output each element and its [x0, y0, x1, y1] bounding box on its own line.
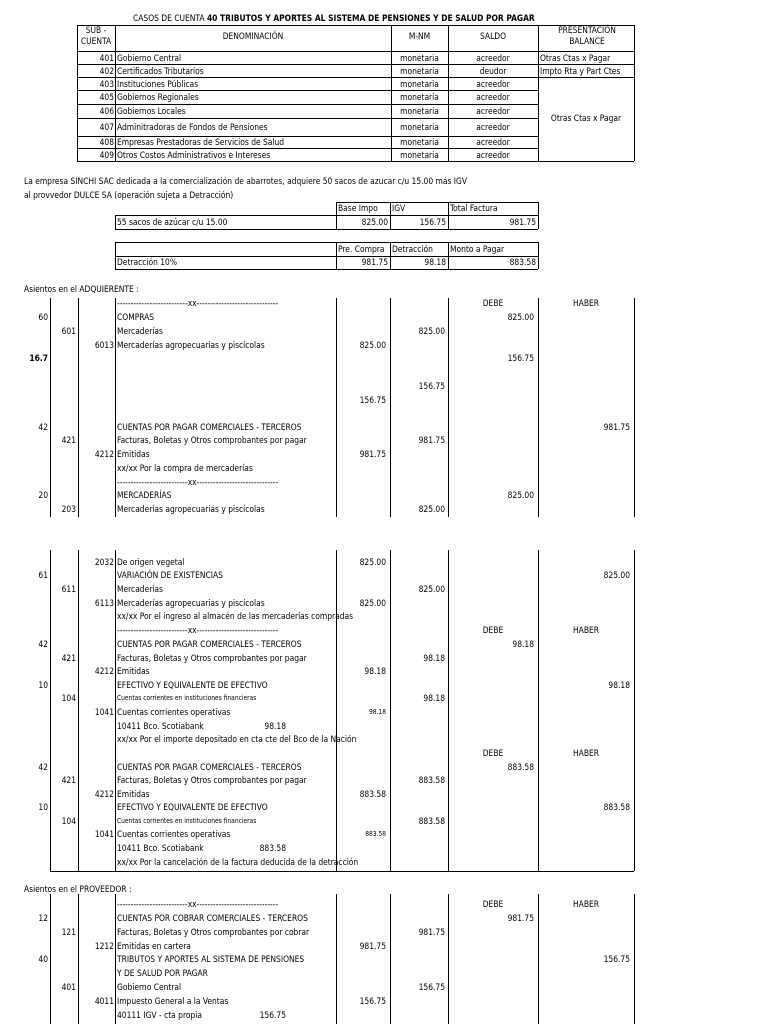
account-code: 61	[38, 570, 48, 580]
grid-line	[634, 550, 635, 871]
entry-description: CUENTAS POR PAGAR COMERCIALES - TERCEROS	[117, 762, 302, 772]
amount-col2: 156.75	[418, 381, 445, 391]
divisionary-code: 4212	[94, 449, 114, 459]
divisionary-code: 6113	[94, 598, 114, 608]
amount-col1: 156.75	[359, 395, 386, 405]
entry-description: Mercaderías	[117, 584, 163, 594]
subaccount-code: 406	[99, 106, 114, 116]
document-title	[133, 13, 535, 24]
entry-description: Cuentas corrientes operativas	[117, 829, 231, 839]
subaccount-presentacion: Impto Rta y Part Ctes	[540, 65, 621, 76]
detraction-label: Detracción 10%	[117, 257, 178, 267]
saldo-header: SALDO	[479, 31, 507, 41]
debe-amount: 98.18	[512, 639, 534, 649]
subaccount-saldo: acreedor	[476, 122, 510, 132]
title-prefix: CASOS DE CUENTA	[133, 13, 207, 23]
entry-description: xx/xx Por la cancelación de la factura deducida de la detracción	[117, 857, 359, 867]
account-code-bold: 16.7	[29, 353, 48, 363]
subaccount-name: Certificados Tributarios	[117, 65, 204, 76]
account-code: 42	[38, 422, 48, 432]
description-line-1: La empresa SINCHI SAC dedicada a la comercialización de abarrotes, adquiere 50 sacos de azucar c/u 15.00 más IGV	[24, 176, 467, 186]
grid-line	[634, 25, 635, 161]
grid-line	[538, 161, 634, 162]
divisionary-code: 1041	[94, 829, 114, 839]
grid-line	[115, 242, 538, 243]
subaccount-header: SUB - CUENTA	[80, 25, 112, 46]
subaccount-mnm: monetaria	[400, 149, 439, 160]
inline-amount: 883.58	[259, 843, 286, 853]
account-code: 10	[38, 802, 48, 812]
entry-description: COMPRAS	[117, 312, 155, 322]
subaccount-code: 403	[99, 78, 114, 89]
amount-col1: 981.75	[359, 941, 386, 951]
account-code: 60	[38, 312, 48, 322]
grid-line	[115, 25, 116, 161]
subaccount-saldo: acreedor	[476, 52, 510, 63]
entry-description: Facturas, Boletas y Otros comprobantes por cobrar	[117, 927, 310, 937]
subaccount-name: Empresas Prestadoras de Servicios de Salud	[117, 137, 285, 147]
amount-col1: 825.00	[359, 557, 386, 567]
presentacion-header: PRESENTACIÓN BALANCE	[558, 25, 616, 46]
entry-description: Emitidas	[117, 666, 150, 676]
account-code: 40	[38, 954, 48, 964]
haber-amount: 981.75	[603, 422, 630, 432]
account-code: 12	[38, 913, 48, 923]
mnm-header: M-NM	[408, 31, 431, 41]
entry-description: Mercaderías	[117, 326, 163, 336]
subaccount-code: 409	[99, 149, 114, 160]
amount-col1-small: 98.18	[369, 708, 386, 716]
detraction-header-detraccion: Detracción	[392, 244, 433, 254]
entry-description: TRIBUTOS Y APORTES AL SISTEMA DE PENSIONES	[117, 954, 305, 964]
section-proveedor: Asientos en el PROVEEDOR :	[24, 884, 132, 894]
detraction-detraccion: 98.18	[424, 257, 446, 267]
subaccount-code: 203	[61, 504, 76, 514]
entry-description: --------------------------xx------------------------------	[117, 298, 279, 308]
amount-col1: 156.75	[359, 996, 386, 1006]
grid-line	[538, 25, 539, 161]
entry-description: Emitidas	[117, 789, 150, 799]
subaccount-saldo: acreedor	[476, 92, 510, 102]
invoice-igv: 156.75	[419, 217, 446, 227]
amount-col2: 883.58	[418, 816, 445, 826]
subaccount-code: 408	[99, 137, 114, 147]
subaccount-presentacion: Otras Ctas x Pagar	[540, 52, 611, 63]
grid-line	[538, 298, 539, 517]
grid-line	[448, 550, 449, 871]
detraction-monto: 883.58	[509, 257, 536, 267]
subaccount-saldo: acreedor	[476, 106, 510, 116]
subaccount-name: Gobiernos Locales	[117, 106, 186, 116]
inline-amount: 156.75	[259, 1010, 286, 1020]
amount-col2: 825.00	[418, 584, 445, 594]
invoice-total: 981.75	[509, 217, 536, 227]
subaccount-saldo: acreedor	[476, 137, 510, 147]
grid-line	[115, 215, 538, 216]
merged-presentacion: Otras Ctas x Pagar	[550, 113, 622, 123]
entry-description: EFECTIVO Y EQUIVALENTE DE EFECTIVO	[117, 802, 268, 812]
entry-description: Cuentas corrientes operativas	[117, 707, 231, 717]
amount-col2: 156.75	[418, 982, 445, 992]
detraction-header-monto: Monto a Pagar	[450, 244, 505, 254]
divisionary-code: 6013	[94, 340, 114, 350]
subaccount-code: 421	[61, 775, 76, 785]
subaccount-code: 407	[99, 122, 114, 132]
entry-description: --------------------------xx------------------------------	[117, 899, 279, 909]
haber-amount: 156.75	[603, 954, 630, 964]
subaccount-code: 401	[61, 982, 76, 992]
account-code: 20	[38, 490, 48, 500]
account-code: 42	[38, 762, 48, 772]
debe-amount: 825.00	[507, 490, 534, 500]
grid-line	[115, 269, 538, 270]
entry-description: --------------------------xx------------------------------	[117, 477, 279, 487]
section-adquiriente: Asientos en el ADQUIERENTE :	[24, 284, 139, 294]
subaccount-mnm: monetaria	[400, 137, 439, 147]
subaccount-name: Gobierno Central	[117, 52, 182, 63]
amount-col2: 825.00	[418, 326, 445, 336]
subaccount-code: 421	[61, 653, 76, 663]
title-bold: 40 TRIBUTOS Y APORTES AL SISTEMA DE PENSIONES Y DE SALUD POR PAGAR	[206, 13, 535, 23]
entry-description: xx/xx Por el importe depositado en cta cte del Bco de la Nación	[117, 734, 357, 744]
entry-description: Gobierno Central	[117, 982, 182, 992]
entry-description: MERCADERÍAS	[117, 490, 172, 500]
entry-description: 10411 Bco. Scotiabank	[117, 721, 204, 731]
haber-amount: 883.58	[603, 802, 630, 812]
divisionary-code: 4212	[94, 789, 114, 799]
grid-line	[50, 871, 634, 872]
invoice-header-igv: IGV	[392, 203, 406, 213]
grid-line	[78, 298, 79, 517]
subaccount-mnm: monetaria	[400, 78, 439, 89]
entry-description: Mercaderías agropecuarias y piscícolas	[117, 340, 265, 350]
debe-amount: 825.00	[507, 312, 534, 322]
amount-col1: 883.58	[359, 789, 386, 799]
inline-amount: 98.18	[264, 721, 286, 731]
entry-description-small: Cuentas corrientes en instituciones financieras	[117, 817, 257, 825]
amount-col2: 981.75	[418, 927, 445, 937]
subaccount-code: 401	[99, 52, 114, 63]
detraction-header-precio: Pre. Compra	[338, 244, 385, 254]
amount-col2: 825.00	[418, 504, 445, 514]
subaccount-mnm: monetaria	[400, 52, 439, 63]
amount-col1: 825.00	[359, 340, 386, 350]
grid-line	[77, 104, 538, 105]
grid-line	[448, 298, 449, 517]
entry-description: EFECTIVO Y EQUIVALENTE DE EFECTIVO	[117, 680, 268, 690]
amount-col1: 981.75	[359, 449, 386, 459]
account-code: 42	[38, 639, 48, 649]
entry-description: CUENTAS POR COBRAR COMERCIALES - TERCEROS	[117, 913, 308, 923]
grid-line	[538, 77, 634, 78]
grid-line	[538, 550, 539, 871]
entry-description: Impuesto General a la Ventas	[117, 996, 229, 1006]
entry-description: Facturas, Boletas y Otros comprobantes por pagar	[117, 775, 307, 785]
subaccount-code: 601	[61, 326, 76, 336]
divisionary-code: 4011	[94, 996, 114, 1006]
entry-description: 10411 Bco. Scotiabank	[117, 843, 204, 853]
debe-header: DEBE	[482, 298, 504, 308]
grid-line	[77, 90, 538, 91]
haber-header: HABER	[573, 748, 599, 758]
entry-description: --------------------------xx------------------------------	[117, 625, 279, 635]
entry-description-small: Cuentas corrientes en instituciones financieras	[117, 694, 257, 702]
amount-col2: 98.18	[423, 693, 445, 703]
grid-line	[115, 215, 116, 229]
subaccount-code: 402	[99, 65, 114, 76]
amount-col2: 883.58	[418, 775, 445, 785]
debe-header: DEBE	[482, 899, 504, 909]
divisionary-code: 2032	[94, 557, 114, 567]
debe-amount: 156.75	[507, 353, 534, 363]
grid-line	[538, 242, 539, 269]
amount-col1-small: 883.58	[365, 830, 386, 838]
haber-header: HABER	[573, 298, 599, 308]
entry-description: CUENTAS POR PAGAR COMERCIALES - TERCEROS	[117, 639, 302, 649]
debe-amount: 883.58	[507, 762, 534, 772]
subaccount-code: 104	[61, 816, 76, 826]
subaccount-saldo: acreedor	[476, 149, 510, 160]
subaccount-code: 121	[61, 927, 76, 937]
subaccount-name: Instituciones Públicas	[117, 78, 199, 89]
entry-description: CUENTAS POR PAGAR COMERCIALES - TERCEROS	[117, 422, 302, 432]
grid-line	[115, 242, 116, 269]
subaccount-code: 421	[61, 435, 76, 445]
haber-header: HABER	[573, 625, 599, 635]
grid-line	[115, 229, 538, 230]
amount-col1: 98.18	[364, 666, 386, 676]
entry-description: Facturas, Boletas y Otros comprobantes por pagar	[117, 653, 307, 663]
subaccount-mnm: monetaria	[400, 106, 439, 116]
grid-line	[115, 298, 116, 517]
grid-line	[538, 202, 539, 229]
entry-description: VARIACIÓN DE EXISTENCIAS	[117, 570, 223, 580]
entry-description: xx/xx Por el ingreso al almacén de las mercaderías compradas	[117, 611, 354, 621]
subaccount-saldo: deudor	[479, 65, 507, 76]
divisionary-code: 1212	[94, 941, 114, 951]
entry-description: Facturas, Boletas y Otros comprobantes por pagar	[117, 435, 307, 445]
grid-line	[115, 550, 116, 871]
amount-col2: 981.75	[418, 435, 445, 445]
subaccount-code: 405	[99, 92, 114, 102]
subaccount-name: Otros Costos Administrativos e Intereses	[117, 149, 271, 160]
amount-col1: 825.00	[359, 598, 386, 608]
entry-description: xx/xx Por la compra de mercaderías	[117, 463, 253, 473]
divisionary-code: 1041	[94, 707, 114, 717]
subaccount-mnm: monetaria	[400, 122, 439, 132]
amount-col2: 98.18	[423, 653, 445, 663]
haber-header: HABER	[573, 899, 599, 909]
entry-description: Y DE SALUD POR PAGAR	[117, 968, 208, 978]
grid-line	[634, 894, 635, 1024]
account-code: 10	[38, 680, 48, 690]
description-line-2: al provvedor DULCE SA (operación sujeta a Detracción)	[24, 190, 234, 200]
entry-description: Mercaderías agropecuarias y piscícolas	[117, 504, 265, 514]
subaccount-code: 104	[61, 693, 76, 703]
subaccount-mnm: monetaria	[400, 92, 439, 102]
haber-amount: 98.18	[608, 680, 630, 690]
debe-amount: 981.75	[507, 913, 534, 923]
subaccount-name: Adminitradoras de Fondos de Pensiones	[117, 122, 268, 132]
entry-description: Emitidas en cartera	[117, 941, 191, 951]
detraction-precio: 981.75	[361, 257, 388, 267]
grid-line	[634, 298, 635, 517]
invoice-header-base: Base Impo	[338, 203, 378, 213]
entry-description: 40111 IGV - cta propia	[117, 1010, 202, 1020]
entry-description: Mercaderías agropecuarias y piscícolas	[117, 598, 265, 608]
subaccount-saldo: acreedor	[476, 78, 510, 89]
debe-header: DEBE	[482, 625, 504, 635]
entry-description: Emitidas	[117, 449, 150, 459]
entry-description: De origen vegetal	[117, 557, 185, 567]
grid-line	[77, 161, 538, 162]
subaccount-name: Gobiernos Regionales	[117, 92, 199, 102]
grid-line	[115, 894, 116, 1024]
debe-header: DEBE	[482, 748, 504, 758]
grid-line	[50, 894, 51, 1024]
grid-line	[77, 118, 538, 119]
subaccount-mnm: monetaria	[400, 65, 439, 76]
divisionary-code: 4212	[94, 666, 114, 676]
invoice-label: 55 sacos de azúcar c/u 15.00	[117, 217, 228, 227]
haber-amount: 825.00	[603, 570, 630, 580]
invoice-base: 825.00	[361, 217, 388, 227]
denominacion-header: DENOMINACIÓN	[222, 31, 284, 41]
invoice-header-total: Total Factura	[450, 203, 498, 213]
subaccount-code: 611	[61, 584, 76, 594]
